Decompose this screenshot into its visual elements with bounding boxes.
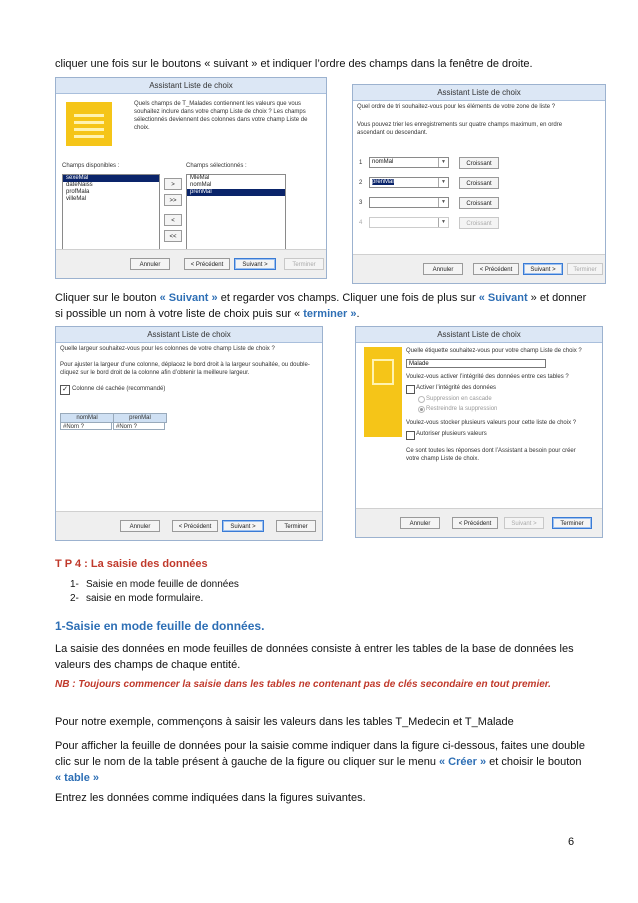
wizard-dialog-column-width (55, 326, 323, 541)
highlight-suivant: « Suivant » (159, 292, 218, 304)
dialog-title: Assistant Liste de choix (353, 85, 605, 101)
sort-order-button[interactable]: Croissant (459, 177, 499, 189)
list-item (70, 578, 239, 592)
sort-order-button[interactable]: Croissant (459, 157, 499, 169)
previous-button[interactable]: < Précédent (473, 263, 519, 275)
list-item[interactable]: prenMal (187, 189, 285, 196)
item-text: saisie en mode formulaire. (86, 593, 204, 604)
list-item[interactable]: villeMal (66, 196, 87, 202)
sort-order-button[interactable]: Croissant (459, 217, 499, 229)
list-item (70, 592, 239, 606)
move-one-left-button[interactable]: < (164, 214, 182, 226)
radio-label: Suppression en cascade (426, 396, 492, 402)
cancel-button[interactable]: Annuler (130, 258, 170, 270)
text-run: » et donner si possible un nom à votre liste de choix puis sur « (55, 292, 587, 320)
cascade-radio[interactable] (418, 396, 425, 403)
previous-button[interactable]: < Précédent (452, 517, 498, 529)
cancel-button[interactable]: Annuler (423, 263, 463, 275)
grid-header[interactable]: nomMal (60, 413, 114, 423)
finish-button[interactable]: Terminer (276, 520, 316, 532)
checkbox-label: Activer l’intégrité des données (416, 385, 497, 391)
multi-value-checkbox[interactable] (406, 431, 415, 440)
nb-note: NB : Toujours commencer la saisie dans les tables ne contenant pas de clés secondaire en tout premier. (55, 679, 551, 690)
wizard-illustration-icon (66, 102, 112, 146)
selected-fields-label: Champs sélectionnés : (186, 163, 247, 169)
next-button[interactable]: Suivant > (234, 258, 276, 270)
move-all-right-button[interactable]: >> (164, 194, 182, 206)
text-run: et choisir le bouton (486, 756, 582, 768)
text-run: . (356, 308, 360, 320)
finish-button[interactable]: Terminer (567, 263, 603, 275)
list-item[interactable]: sexeMal (63, 175, 159, 182)
chevron-down-icon: ▼ (438, 158, 448, 167)
sort-row-number: 2 (359, 180, 363, 186)
tp4-list (70, 578, 239, 606)
dialog-instructions: Pour ajuster la largeur d’une colonne, déplacez le bord droit à la largeur souhaitée, ou double-cliquez sur le bord droit de la colonne afin d’obtenir la meilleure largeur. (60, 362, 310, 376)
dialog-note: Vous pouvez trier les enregistrements sur quatre champs maximum, en ordre ascendant ou descendant. (357, 122, 563, 136)
list-item[interactable]: dateNaiss (66, 182, 93, 188)
cancel-button[interactable]: Annuler (120, 520, 160, 532)
page-number: 6 (568, 836, 575, 848)
chevron-down-icon: ▼ (438, 198, 448, 207)
finish-button[interactable]: Terminer (284, 258, 324, 270)
item-number: 2- (70, 593, 79, 604)
sort-field-select[interactable] (369, 217, 449, 228)
sort-field-value: nomMal (372, 159, 394, 165)
dialog-question: Quelle étiquette souhaitez-vous pour votre champ Liste de choix ? (406, 348, 582, 354)
integrity-checkbox[interactable] (406, 385, 415, 394)
grid-cell: #Nom ? (60, 422, 112, 430)
chevron-down-icon: ▼ (438, 178, 448, 187)
wizard-dialog-label (355, 326, 603, 538)
hidden-key-checkbox[interactable]: ✓ (60, 385, 70, 395)
available-fields-label: Champs disponibles : (62, 163, 120, 169)
wizard-dialog-fields (55, 77, 327, 279)
previous-button[interactable]: < Précédent (172, 520, 218, 532)
cancel-button[interactable]: Annuler (400, 517, 440, 529)
sort-order-button[interactable]: Croissant (459, 197, 499, 209)
tp4-title: T P 4 : La saisie des données (55, 558, 208, 570)
item-text: Saisie en mode feuille de données (86, 579, 239, 590)
text-run: Cliquer sur le bouton (55, 292, 160, 304)
previous-button[interactable]: < Précédent (184, 258, 230, 270)
sort-row-number: 4 (359, 220, 363, 226)
list-item[interactable]: MleMal (190, 175, 210, 181)
checkbox-label: Colonne clé cachée (recommandé) (72, 386, 166, 392)
sort-field-select[interactable] (369, 197, 449, 208)
grid-header[interactable]: prenMal (113, 413, 167, 423)
paragraph: Pour notre exemple, commençons à saisir les valeurs dans les tables T_Medecin et T_Malade (55, 716, 514, 728)
sort-row-number: 3 (359, 200, 363, 206)
instruction-paragraph (55, 290, 595, 322)
sort-field-select[interactable] (369, 157, 449, 168)
wizard-dialog-sort (352, 84, 606, 284)
dialog-title: Assistant Liste de choix (356, 327, 602, 343)
integrity-question: Voulez-vous activer l’intégrité des données entre ces tables ? (406, 374, 569, 380)
highlight-terminer: terminer » (303, 308, 357, 320)
sort-field-value: prenMal (372, 179, 394, 185)
multi-value-question: Voulez-vous stocker plusieurs valeurs pour cette liste de choix ? (406, 420, 577, 426)
highlight-suivant: « Suivant (478, 292, 528, 304)
intro-line: cliquer une fois sur le boutons « suivant » et indiquer l’ordre des champs dans la fenêtre de droite. (55, 58, 533, 70)
finish-button[interactable]: Terminer (552, 517, 592, 529)
dialog-question: Quel ordre de tri souhaitez-vous pour les éléments de votre zone de liste ? (357, 104, 556, 110)
paragraph: La saisie des données en mode feuilles de données consiste à entrer les tables de la base de données les valeurs des champs de chaque entité. (55, 643, 574, 671)
checkbox-label: Autoriser plusieurs valeurs (416, 431, 487, 437)
paragraph (55, 738, 585, 786)
selected-fields-list[interactable] (186, 174, 286, 256)
dialog-title: Assistant Liste de choix (56, 327, 322, 343)
column-width-grid[interactable] (60, 413, 165, 431)
dialog-title: Assistant Liste de choix (56, 78, 326, 94)
grid-cell: #Nom ? (113, 422, 165, 430)
sort-field-select[interactable] (369, 177, 449, 188)
available-fields-list[interactable] (62, 174, 160, 256)
item-number: 1- (70, 579, 79, 590)
next-button[interactable]: Suivant > (504, 517, 544, 529)
radio-label: Restreindre la suppression (426, 406, 498, 412)
next-button[interactable]: Suivant > (222, 520, 264, 532)
move-all-left-button[interactable]: << (164, 230, 182, 242)
chevron-down-icon: ▼ (438, 218, 448, 227)
highlight-table: « table » (55, 772, 100, 784)
sort-row-number: 1 (359, 160, 363, 166)
list-item[interactable]: nomMal (190, 182, 212, 188)
text-run: Pour afficher la feuille de données pour la saisie comme indiquer dans la figure ci-dessous, faites une double clic sur le nom de la table présent à gauche de la figure ou cliquer sur le menu (55, 740, 585, 768)
paragraph: Entrez les données comme indiquées dans la figures suivantes. (55, 792, 366, 804)
restrict-radio[interactable] (418, 406, 425, 413)
move-one-right-button[interactable]: > (164, 178, 182, 190)
list-item[interactable]: profMala (66, 189, 90, 195)
dialog-question: Quels champs de T_Malades contiennent les valeurs que vous souhaitez inclure dans votre champ Liste de choix ? Les champs sélectionnés deviennent des colonnes dans votre champ Liste de choix. (134, 101, 308, 131)
label-input[interactable]: Malade (406, 359, 546, 368)
text-run: et regarder vos champs. Cliquer une fois de plus sur (217, 292, 479, 304)
highlight-creer: « Créer » (439, 756, 487, 768)
next-button[interactable]: Suivant > (523, 263, 563, 275)
section-title: 1-Saisie en mode feuille de données. (55, 619, 265, 633)
dialog-question: Quelle largeur souhaitez-vous pour les colonnes de votre champ Liste de choix ? (60, 346, 275, 352)
wizard-illustration-icon (364, 347, 402, 437)
completion-note: Ce sont toutes les réponses dont l’Assistant a besoin pour créer votre champ Liste de choix. (406, 448, 576, 462)
